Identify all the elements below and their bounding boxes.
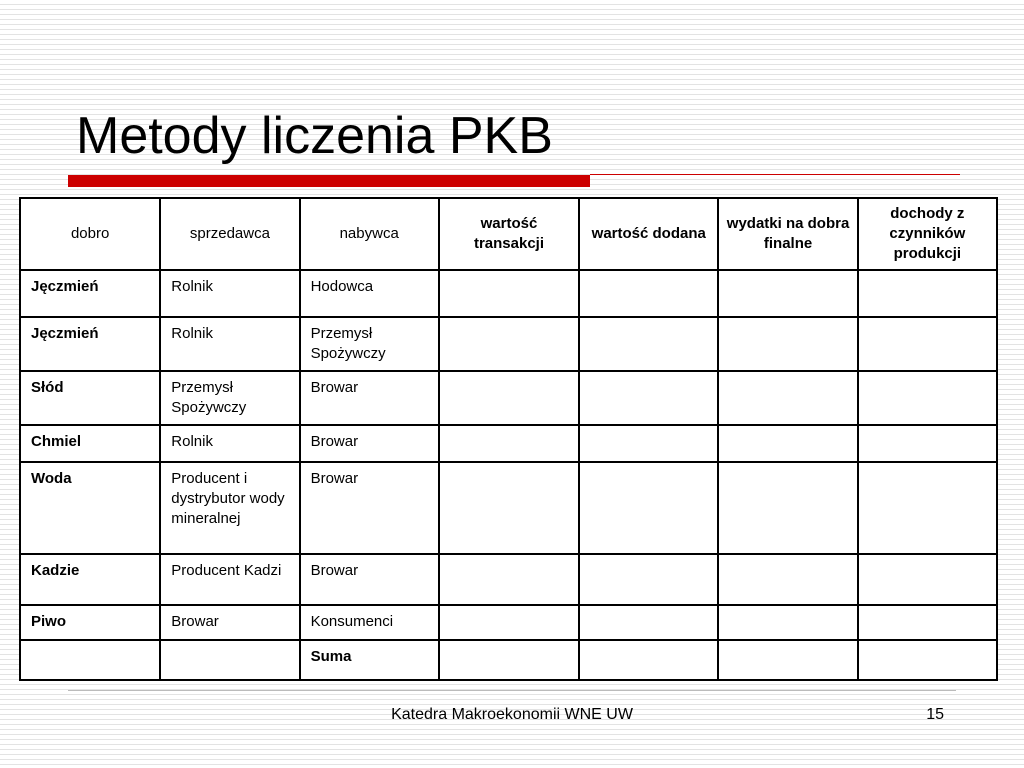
cell-nabywca: Browar bbox=[300, 462, 439, 554]
cell-wartosc-dodana bbox=[579, 270, 718, 317]
cell-wydatki bbox=[718, 317, 857, 371]
cell-wartosc-transakcji bbox=[439, 554, 579, 605]
header-nabywca: nabywca bbox=[300, 198, 439, 270]
cell-wartosc-transakcji bbox=[439, 425, 579, 462]
cell-sprzedawca: Browar bbox=[160, 605, 299, 640]
cell-dobro: Jęczmień bbox=[20, 270, 160, 317]
cell-dochody bbox=[858, 605, 997, 640]
cell-wydatki bbox=[718, 462, 857, 554]
cell-nabywca: Browar bbox=[300, 371, 439, 425]
header-dobro: dobro bbox=[20, 198, 160, 270]
cell-wydatki bbox=[718, 554, 857, 605]
cell-dochody bbox=[858, 270, 997, 317]
title-accent-bar bbox=[68, 175, 590, 187]
footer-divider bbox=[68, 690, 956, 691]
cell-nabywca: Browar bbox=[300, 554, 439, 605]
cell-wydatki bbox=[718, 270, 857, 317]
header-wartosc-dodana: wartość dodana bbox=[579, 198, 718, 270]
cell-dobro: Jęczmień bbox=[20, 317, 160, 371]
cell-wydatki bbox=[718, 425, 857, 462]
footer-text: Katedra Makroekonomii WNE UW bbox=[391, 706, 633, 723]
cell-sprzedawca: Producent Kadzi bbox=[160, 554, 299, 605]
cell-sprzedawca: Rolnik bbox=[160, 317, 299, 371]
header-sprzedawca: sprzedawca bbox=[160, 198, 299, 270]
cell-wydatki bbox=[718, 640, 857, 680]
cell-dochody bbox=[858, 640, 997, 680]
cell-dochody bbox=[858, 554, 997, 605]
cell-nabywca: Konsumenci bbox=[300, 605, 439, 640]
cell-dobro: Piwo bbox=[20, 605, 160, 640]
table-row bbox=[20, 554, 997, 605]
cell-wartosc-transakcji bbox=[439, 605, 579, 640]
cell-wartosc-dodana bbox=[579, 371, 718, 425]
cell-dobro bbox=[20, 640, 160, 680]
table-row bbox=[20, 371, 997, 425]
cell-sprzedawca: Producent i dystrybutor wody mineralnej bbox=[160, 462, 299, 554]
cell-sum-label: Suma bbox=[300, 640, 439, 680]
cell-dochody bbox=[858, 317, 997, 371]
cell-sprzedawca: Rolnik bbox=[160, 425, 299, 462]
table-row bbox=[20, 425, 997, 462]
cell-nabywca: Przemysł Spożywczy bbox=[300, 317, 439, 371]
cell-nabywca: Browar bbox=[300, 425, 439, 462]
page-number: 15 bbox=[926, 706, 944, 723]
cell-dochody bbox=[858, 425, 997, 462]
cell-wartosc-dodana bbox=[579, 640, 718, 680]
header-dochody: dochody z czynników produkcji bbox=[858, 198, 997, 270]
cell-wartosc-dodana bbox=[579, 605, 718, 640]
header-wartosc-transakcji: wartość transakcji bbox=[439, 198, 579, 270]
cell-dobro: Chmiel bbox=[20, 425, 160, 462]
cell-wartosc-transakcji bbox=[439, 640, 579, 680]
table-row bbox=[20, 605, 997, 640]
table-header-row bbox=[20, 198, 997, 270]
cell-dobro: Kadzie bbox=[20, 554, 160, 605]
cell-wartosc-transakcji bbox=[439, 270, 579, 317]
cell-wartosc-dodana bbox=[579, 425, 718, 462]
cell-wartosc-transakcji bbox=[439, 317, 579, 371]
cell-dochody bbox=[858, 462, 997, 554]
cell-dobro: Słód bbox=[20, 371, 160, 425]
cell-sprzedawca bbox=[160, 640, 299, 680]
gdp-methods-table bbox=[19, 197, 998, 681]
cell-wartosc-dodana bbox=[579, 462, 718, 554]
table-row bbox=[20, 270, 997, 317]
cell-wartosc-dodana bbox=[579, 554, 718, 605]
table-row bbox=[20, 462, 997, 554]
cell-dobro: Woda bbox=[20, 462, 160, 554]
cell-sprzedawca: Rolnik bbox=[160, 270, 299, 317]
slide-title: Metody liczenia PKB bbox=[76, 107, 553, 165]
table-row-sum bbox=[20, 640, 997, 680]
cell-wydatki bbox=[718, 371, 857, 425]
cell-wartosc-dodana bbox=[579, 317, 718, 371]
table-row bbox=[20, 317, 997, 371]
cell-dochody bbox=[858, 371, 997, 425]
cell-wartosc-transakcji bbox=[439, 371, 579, 425]
header-wydatki: wydatki na dobra finalne bbox=[718, 198, 857, 270]
cell-wydatki bbox=[718, 605, 857, 640]
title-accent-line bbox=[590, 174, 960, 175]
cell-sprzedawca: Przemysł Spożywczy bbox=[160, 371, 299, 425]
cell-nabywca: Hodowca bbox=[300, 270, 439, 317]
cell-wartosc-transakcji bbox=[439, 462, 579, 554]
